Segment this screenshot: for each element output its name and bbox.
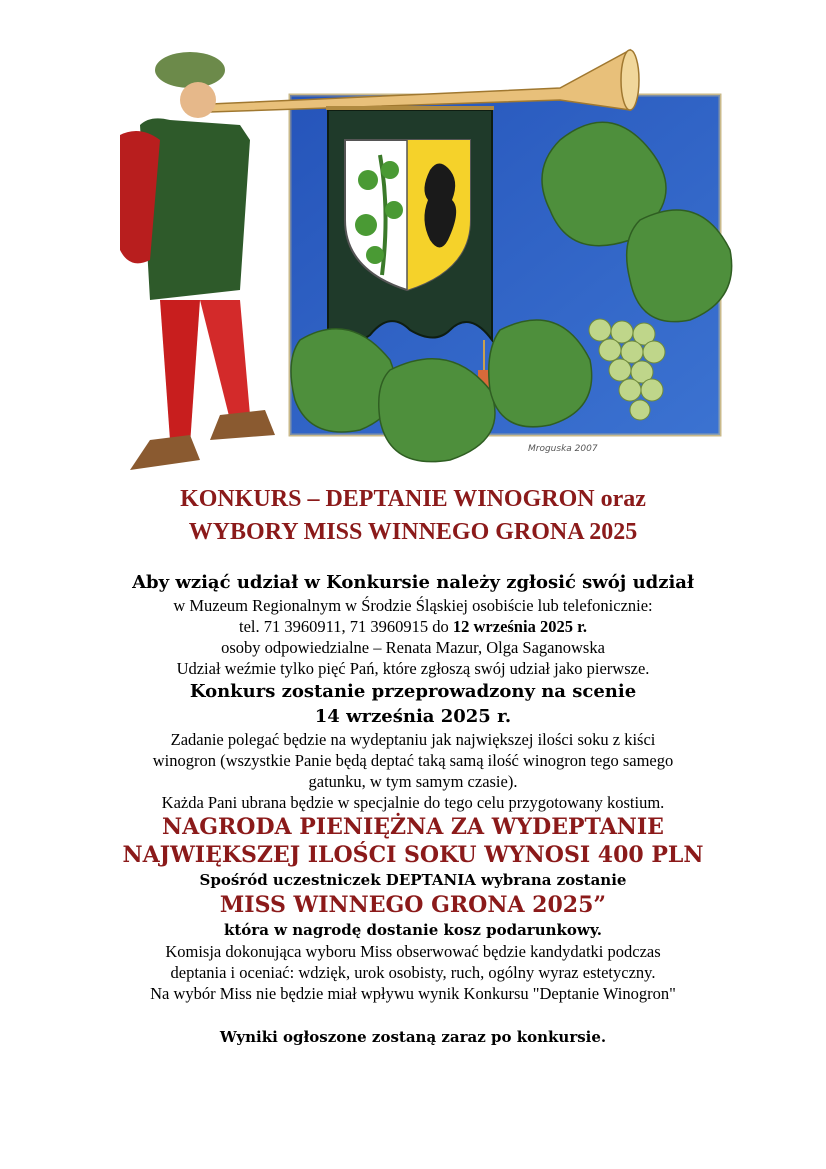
page-title (0, 483, 826, 549)
task-line-2: winogron (wszystkie Panie będą deptać taką samą ilość winogron tego samego (152, 751, 674, 770)
miss-prize: która w nagrodę dostanie kosz podarunkowy. (223, 921, 603, 939)
miss-intro: Spośród uczestniczek DEPTANIA wybrana zostanie (199, 871, 627, 889)
task-line-3: gatunku, w tym samym czasie). (308, 772, 518, 791)
jury-line-2: deptania i oceniać: wdzięk, urok osobisty, ruch, ogólny wyraz estetyczny. (170, 963, 656, 982)
phone-numbers: tel. 71 3960911, 71 3960915 do (238, 617, 453, 636)
contact-persons: osoby odpowiedzialne – Renata Mazur, Olga Saganowska (221, 638, 605, 657)
registration-deadline: 12 września 2025 r. (452, 617, 588, 636)
registration-location: w Muzeum Regionalnym w Środzie Śląskiej osobiście lub telefonicznie: (173, 596, 653, 615)
results-note: Wyniki ogłoszone zostaną zaraz po konkursie. (219, 1028, 607, 1046)
registration-heading: Aby wziąć udział w Konkursie należy zgłosić swój udział (132, 572, 694, 593)
stage-line-1: Konkurs zostanie przeprowadzony na scenie (189, 681, 637, 702)
announcement-body (0, 570, 826, 1048)
prize-line-1: NAGRODA PIENIĘŻNA ZA WYDEPTANIE (162, 814, 664, 840)
prize-line-2: NAJWIĘKSZEJ ILOŚCI SOKU WYNOSI 400 PLN (122, 842, 704, 868)
task-line-1: Zadanie polegać będzie na wydeptaniu jak największej ilości soku z kiści (170, 730, 656, 749)
registration-phones (0, 616, 826, 637)
miss-title: MISS WINNEGO GRONA 2025” (219, 892, 607, 918)
jury-line-1: Komisja dokonująca wyboru Miss obserwować będzie kandydatki podczas (165, 942, 661, 961)
participant-limit: Udział weźmie tylko pięć Pań, które zgłoszą swój udział jako pierwsze. (176, 659, 650, 678)
title-line-1: KONKURS – DEPTANIE WINOGRON oraz (180, 486, 646, 512)
stage-line-2: 14 września 2025 r. (314, 706, 512, 727)
artist-signature: Mroguska 2007 (528, 444, 598, 454)
trumpeter-with-coat-of-arms-icon (90, 40, 740, 480)
costume-note: Każda Pani ubrana będzie w specjalnie do tego celu przygotowany kostium. (161, 793, 665, 812)
trumpeter-illustration (90, 40, 740, 480)
title-line-2: WYBORY MISS WINNEGO GRONA 2025 (188, 519, 638, 545)
jury-line-3: Na wybór Miss nie będzie miał wpływu wynik Konkursu "Deptanie Winogron" (150, 984, 676, 1003)
